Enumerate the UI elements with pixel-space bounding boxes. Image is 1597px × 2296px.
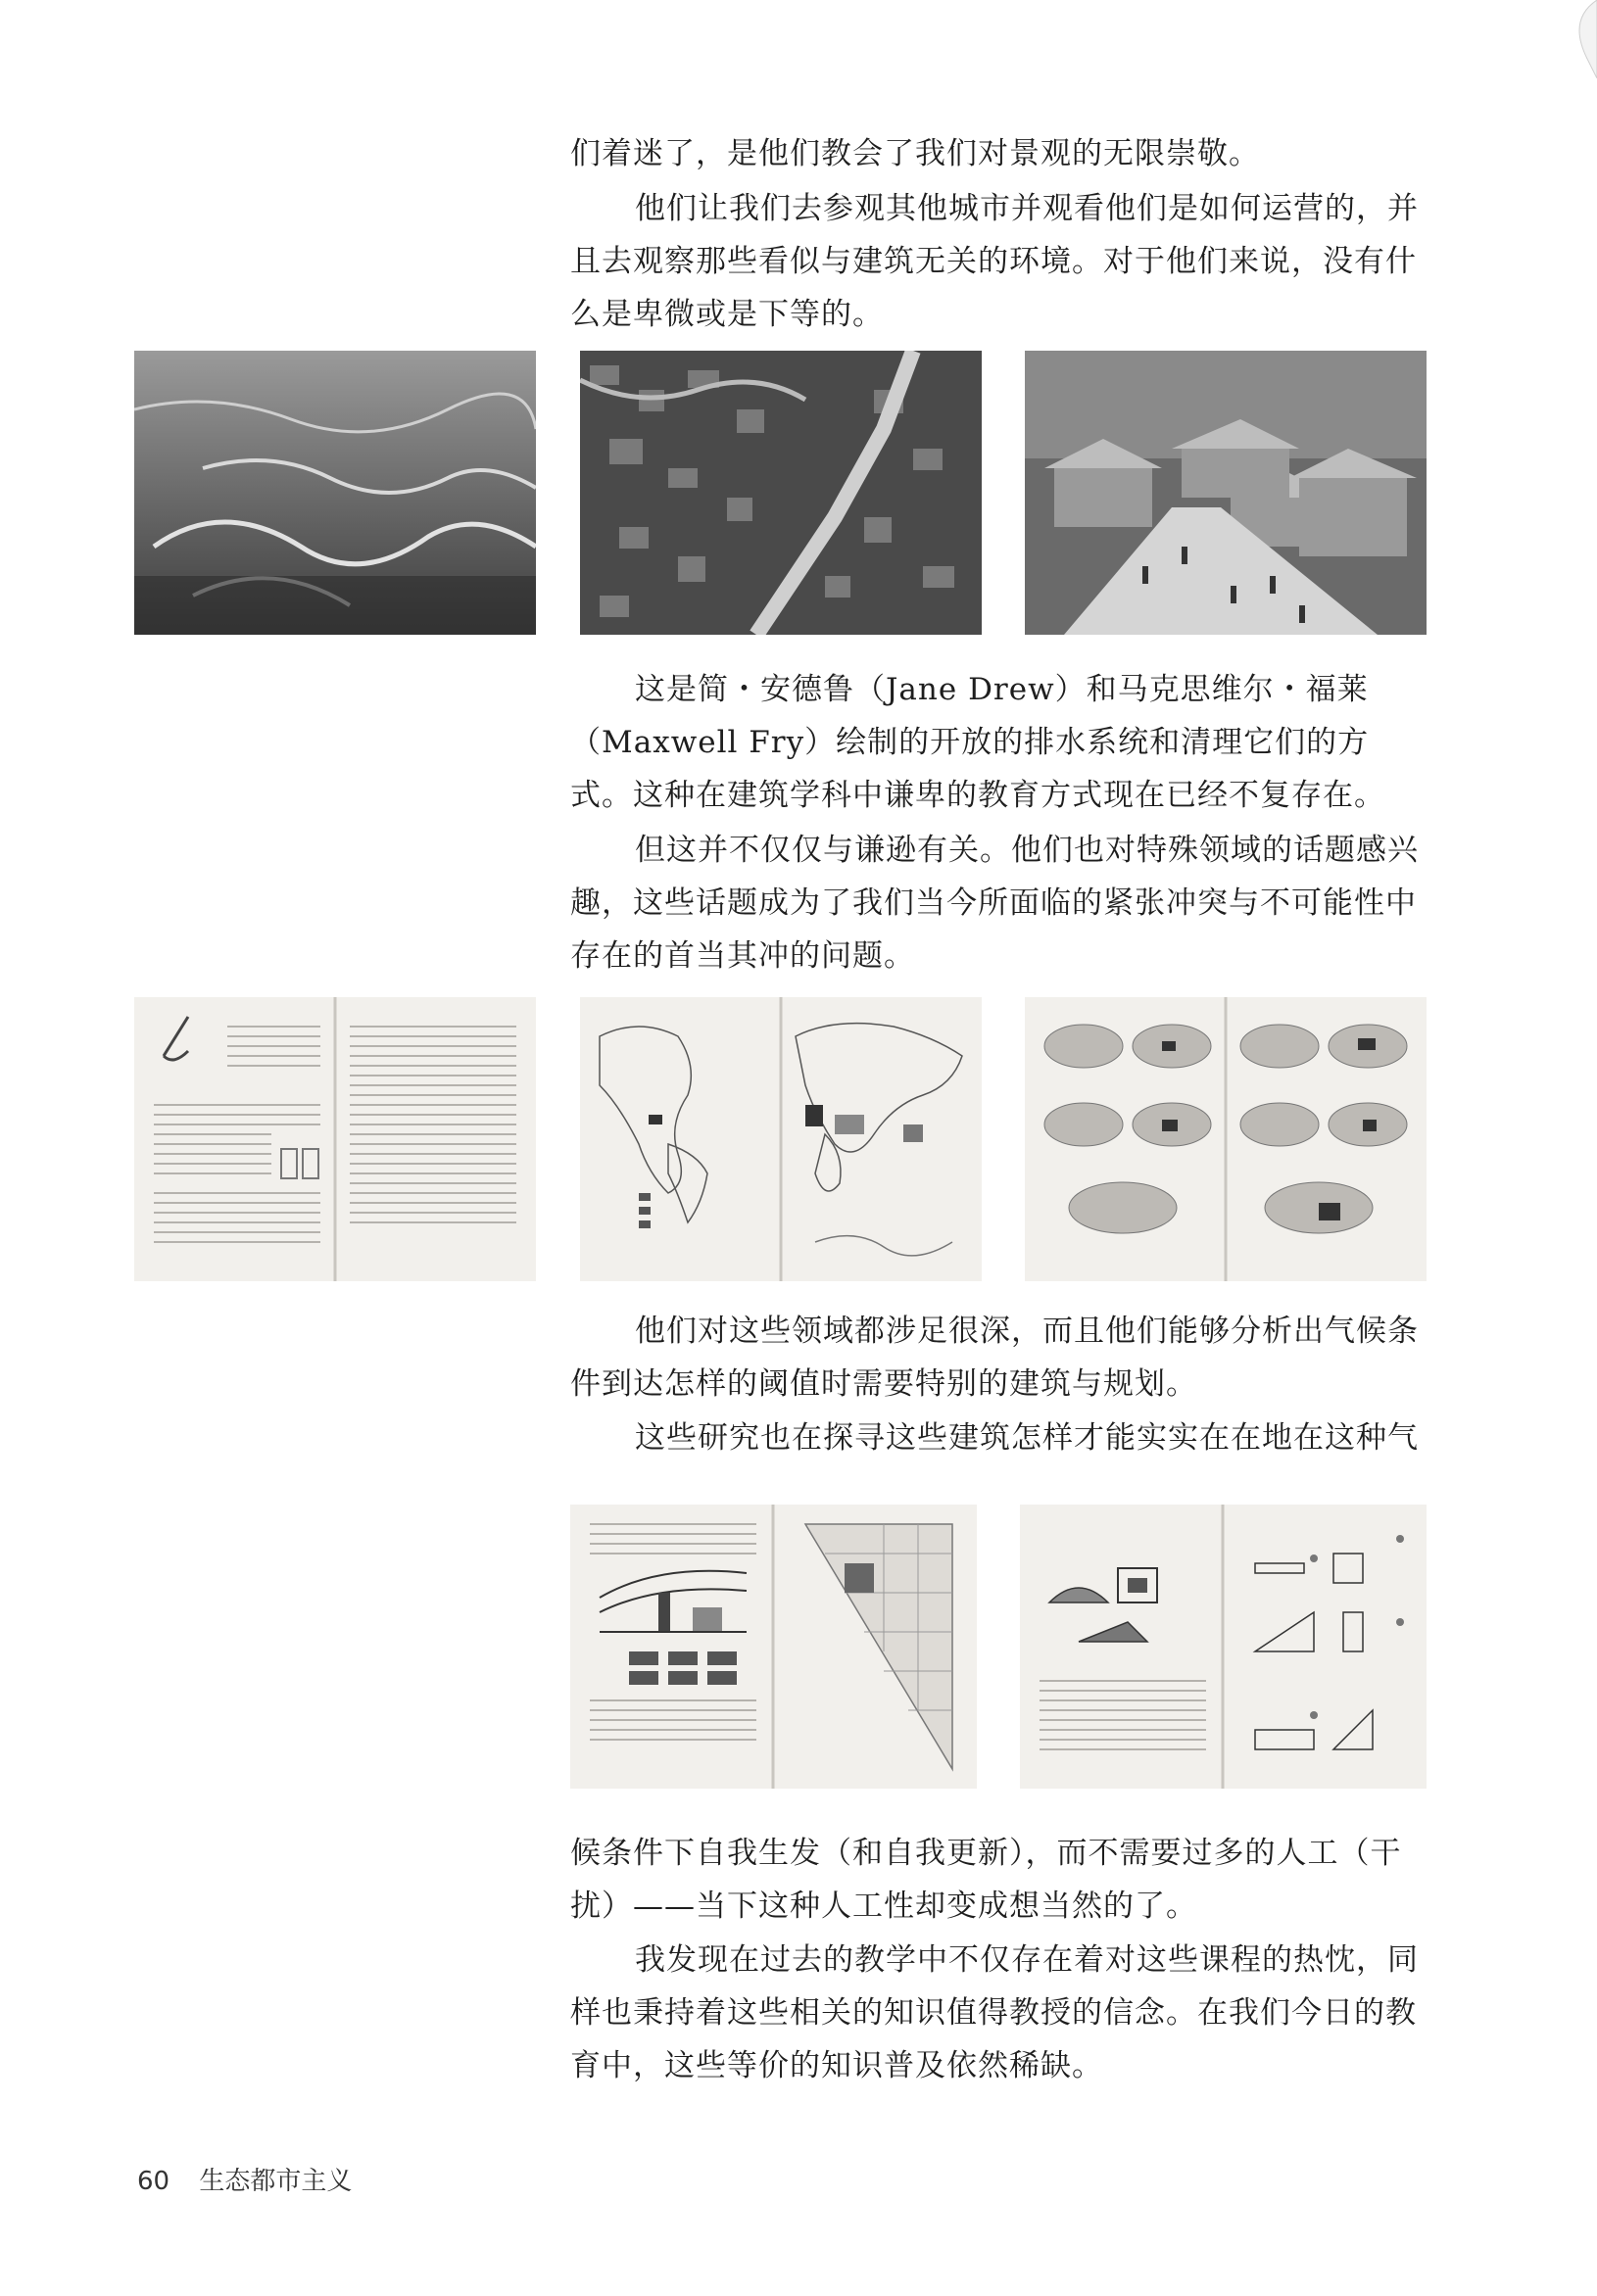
photo-aerial-city xyxy=(580,351,982,635)
paragraph-3: 这是简・安德鲁（Jane Drew）和马克思维尔・福莱（Maxwell Fry）绘制的开放的排水系统和清理它们的方式。这种在建筑学科中谦卑的教育方式现在已经不复存在。 xyxy=(570,672,1385,813)
book-spread-text-pages xyxy=(134,997,536,1281)
page-corner-curl xyxy=(1558,0,1597,78)
book-title: 生态都市主义 xyxy=(199,2167,353,2196)
paragraph-8: 我发现在过去的教学中不仅存在着对这些课程的热忱，同样也秉持着这些相关的知识值得教授的信念。在我们今日的教育中，这些等价的知识普及依然稀缺。 xyxy=(570,1942,1419,2083)
page-footer xyxy=(137,2161,352,2197)
paragraph-6: 这些研究也在探寻这些建筑怎样才能实实在在地在这种气 xyxy=(635,1420,1419,1456)
photo-river-landscape xyxy=(134,351,536,635)
paragraph-1: 们着迷了，是他们教会了我们对景观的无限崇敬。 xyxy=(570,136,1260,171)
paragraph-5: 他们对这些领域都涉足很深，而且他们能够分析出气候条件到达怎样的阈值时需要特别的建筑与规划。 xyxy=(570,1314,1419,1402)
book-spread-map-grid xyxy=(1025,997,1427,1281)
paragraph-4: 但这并不仅仅与谦逊有关。他们也对特殊领域的话题感兴趣，这些话题成为了我们当今所面临的紧张冲突与不可能性中存在的首当其冲的问题。 xyxy=(570,833,1419,974)
paragraph-2: 他们让我们去参观其他城市并观看他们是如何运营的，并且去观察那些看似与建筑无关的环境。对于他们来说，没有什么是卑微或是下等的。 xyxy=(570,191,1419,332)
book-spread-building-sections xyxy=(570,1505,977,1789)
book-spread-world-maps xyxy=(580,997,982,1281)
paragraph-7: 候条件下自我生发（和自我更新），而不需要过多的人工（干扰）——当下这种人工性却变成想当然的了。 xyxy=(570,1836,1402,1924)
book-spread-climate-diagrams xyxy=(1020,1505,1427,1789)
photo-street-scene xyxy=(1025,351,1427,635)
page-number: 60 xyxy=(137,2167,170,2196)
